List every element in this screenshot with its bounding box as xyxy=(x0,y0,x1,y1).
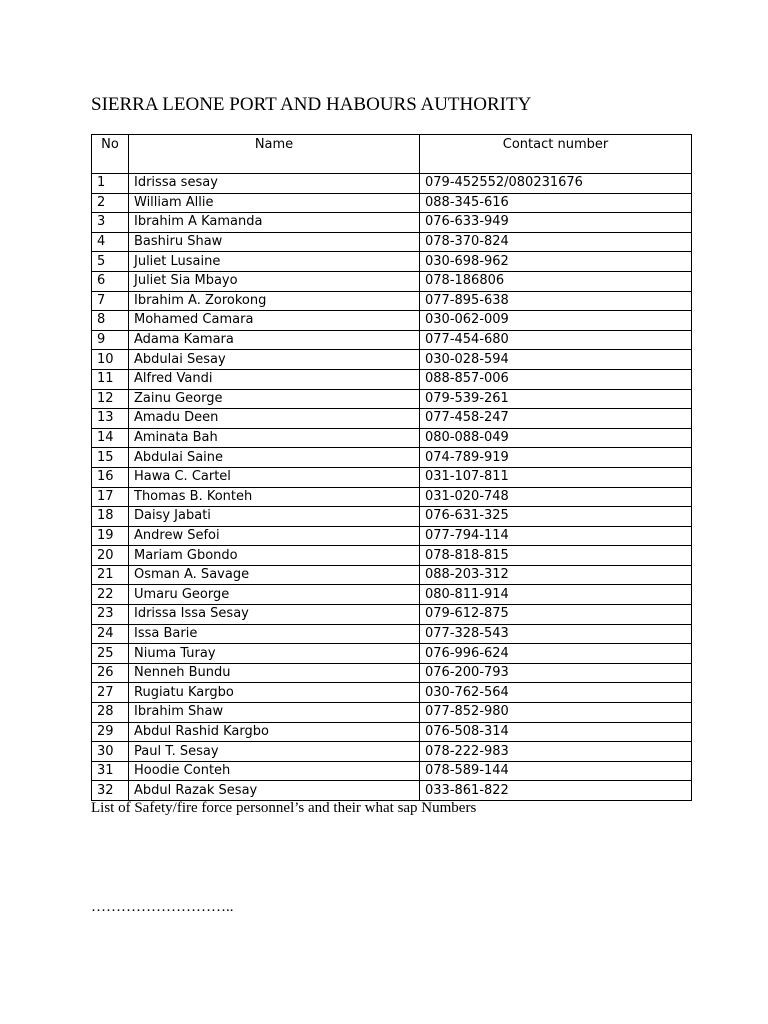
table-row xyxy=(92,389,692,409)
cell-no: 31 xyxy=(92,761,129,781)
cell-no: 20 xyxy=(92,546,129,566)
cell-no: 18 xyxy=(92,507,129,527)
column-header-name: Name xyxy=(129,135,420,174)
table-row xyxy=(92,428,692,448)
cell-name: Abdulai Sesay xyxy=(129,350,420,370)
cell-name: Juliet Lusaine xyxy=(129,252,420,272)
table-row xyxy=(92,213,692,233)
cell-contact: 079-452552/080231676 xyxy=(420,174,692,194)
cell-name: Ibrahim A Kamanda xyxy=(129,213,420,233)
cell-name: Zainu George xyxy=(129,389,420,409)
cell-no: 15 xyxy=(92,448,129,468)
cell-contact: 080-088-049 xyxy=(420,428,692,448)
table-row xyxy=(92,330,692,350)
table-row xyxy=(92,565,692,585)
cell-contact: 088-345-616 xyxy=(420,193,692,213)
table-row xyxy=(92,526,692,546)
cell-name: Andrew Sefoi xyxy=(129,526,420,546)
cell-no: 11 xyxy=(92,369,129,389)
cell-contact: 077-852-980 xyxy=(420,703,692,723)
cell-contact: 076-508-314 xyxy=(420,722,692,742)
table-row xyxy=(92,585,692,605)
cell-contact: 076-633-949 xyxy=(420,213,692,233)
cell-contact: 078-222-983 xyxy=(420,742,692,762)
cell-contact: 078-186806 xyxy=(420,271,692,291)
cell-name: Umaru George xyxy=(129,585,420,605)
cell-no: 9 xyxy=(92,330,129,350)
cell-contact: 078-818-815 xyxy=(420,546,692,566)
table-body xyxy=(92,174,692,801)
cell-contact: 078-589-144 xyxy=(420,761,692,781)
cell-no: 26 xyxy=(92,663,129,683)
cell-name: Nenneh Bundu xyxy=(129,663,420,683)
cell-name: Ibrahim Shaw xyxy=(129,703,420,723)
cell-no: 25 xyxy=(92,644,129,664)
table-header-row xyxy=(92,135,692,174)
table-row xyxy=(92,271,692,291)
cell-contact: 030-062-009 xyxy=(420,311,692,331)
cell-name: Idrissa sesay xyxy=(129,174,420,194)
cell-contact: 030-762-564 xyxy=(420,683,692,703)
cell-no: 17 xyxy=(92,487,129,507)
cell-name: Thomas B. Konteh xyxy=(129,487,420,507)
cell-contact: 076-631-325 xyxy=(420,507,692,527)
cell-no: 4 xyxy=(92,232,129,252)
cell-contact: 076-996-624 xyxy=(420,644,692,664)
cell-no: 5 xyxy=(92,252,129,272)
table-row xyxy=(92,722,692,742)
cell-contact: 079-612-875 xyxy=(420,605,692,625)
cell-name: Abdul Rashid Kargbo xyxy=(129,722,420,742)
cell-name: Mohamed Camara xyxy=(129,311,420,331)
cell-no: 14 xyxy=(92,428,129,448)
signature-line: ……………………….. xyxy=(91,899,234,915)
cell-no: 1 xyxy=(92,174,129,194)
cell-contact: 030-028-594 xyxy=(420,350,692,370)
cell-name: Hoodie Conteh xyxy=(129,761,420,781)
cell-no: 30 xyxy=(92,742,129,762)
cell-name: Juliet Sia Mbayo xyxy=(129,271,420,291)
cell-no: 16 xyxy=(92,467,129,487)
cell-name: Amadu Deen xyxy=(129,409,420,429)
cell-name: Idrissa Issa Sesay xyxy=(129,605,420,625)
table-row xyxy=(92,350,692,370)
cell-contact: 076-200-793 xyxy=(420,663,692,683)
table-row xyxy=(92,291,692,311)
table-row xyxy=(92,761,692,781)
table-row xyxy=(92,605,692,625)
cell-name: Hawa C. Cartel xyxy=(129,467,420,487)
cell-no: 2 xyxy=(92,193,129,213)
cell-no: 6 xyxy=(92,271,129,291)
cell-contact: 079-539-261 xyxy=(420,389,692,409)
cell-no: 7 xyxy=(92,291,129,311)
cell-contact: 031-107-811 xyxy=(420,467,692,487)
cell-contact: 088-857-006 xyxy=(420,369,692,389)
cell-no: 10 xyxy=(92,350,129,370)
table-row xyxy=(92,409,692,429)
document-caption: List of Safety/fire force personnel’s and their what sap Numbers xyxy=(91,800,477,816)
cell-name: Paul T. Sesay xyxy=(129,742,420,762)
cell-no: 19 xyxy=(92,526,129,546)
cell-name: Niuma Turay xyxy=(129,644,420,664)
cell-name: Rugiatu Kargbo xyxy=(129,683,420,703)
table-row xyxy=(92,311,692,331)
cell-no: 27 xyxy=(92,683,129,703)
table-row xyxy=(92,507,692,527)
column-header-contact: Contact number xyxy=(420,135,692,174)
cell-contact: 074-789-919 xyxy=(420,448,692,468)
cell-contact: 033-861-822 xyxy=(420,781,692,801)
table-row xyxy=(92,487,692,507)
cell-contact: 031-020-748 xyxy=(420,487,692,507)
cell-name: Ibrahim A. Zorokong xyxy=(129,291,420,311)
table-row xyxy=(92,369,692,389)
table-row xyxy=(92,252,692,272)
table-row xyxy=(92,232,692,252)
table-row xyxy=(92,644,692,664)
cell-no: 23 xyxy=(92,605,129,625)
cell-name: Abdul Razak Sesay xyxy=(129,781,420,801)
cell-name: Osman A. Savage xyxy=(129,565,420,585)
cell-contact: 077-794-114 xyxy=(420,526,692,546)
column-header-no: No xyxy=(92,135,129,174)
cell-no: 22 xyxy=(92,585,129,605)
cell-no: 24 xyxy=(92,624,129,644)
cell-contact: 077-458-247 xyxy=(420,409,692,429)
cell-name: Alfred Vandi xyxy=(129,369,420,389)
cell-contact: 077-454-680 xyxy=(420,330,692,350)
cell-contact: 030-698-962 xyxy=(420,252,692,272)
cell-no: 32 xyxy=(92,781,129,801)
cell-name: Mariam Gbondo xyxy=(129,546,420,566)
table-row xyxy=(92,742,692,762)
cell-no: 8 xyxy=(92,311,129,331)
table-row xyxy=(92,448,692,468)
table-row xyxy=(92,193,692,213)
cell-no: 21 xyxy=(92,565,129,585)
table-row xyxy=(92,703,692,723)
cell-contact: 078-370-824 xyxy=(420,232,692,252)
cell-no: 28 xyxy=(92,703,129,723)
table-row xyxy=(92,781,692,801)
cell-name: Bashiru Shaw xyxy=(129,232,420,252)
cell-contact: 077-895-638 xyxy=(420,291,692,311)
cell-name: Daisy Jabati xyxy=(129,507,420,527)
personnel-table xyxy=(91,134,692,801)
cell-name: Abdulai Saine xyxy=(129,448,420,468)
table-row xyxy=(92,624,692,644)
cell-contact: 088-203-312 xyxy=(420,565,692,585)
cell-name: Issa Barie xyxy=(129,624,420,644)
cell-contact: 077-328-543 xyxy=(420,624,692,644)
table-row xyxy=(92,546,692,566)
table-row xyxy=(92,174,692,194)
cell-no: 13 xyxy=(92,409,129,429)
table-row xyxy=(92,683,692,703)
document-title: SIERRA LEONE PORT AND HABOURS AUTHORITY xyxy=(91,94,532,115)
cell-name: Adama Kamara xyxy=(129,330,420,350)
cell-contact: 080-811-914 xyxy=(420,585,692,605)
cell-name: William Allie xyxy=(129,193,420,213)
cell-no: 3 xyxy=(92,213,129,233)
cell-no: 29 xyxy=(92,722,129,742)
table-row xyxy=(92,467,692,487)
table-row xyxy=(92,663,692,683)
cell-no: 12 xyxy=(92,389,129,409)
cell-name: Aminata Bah xyxy=(129,428,420,448)
